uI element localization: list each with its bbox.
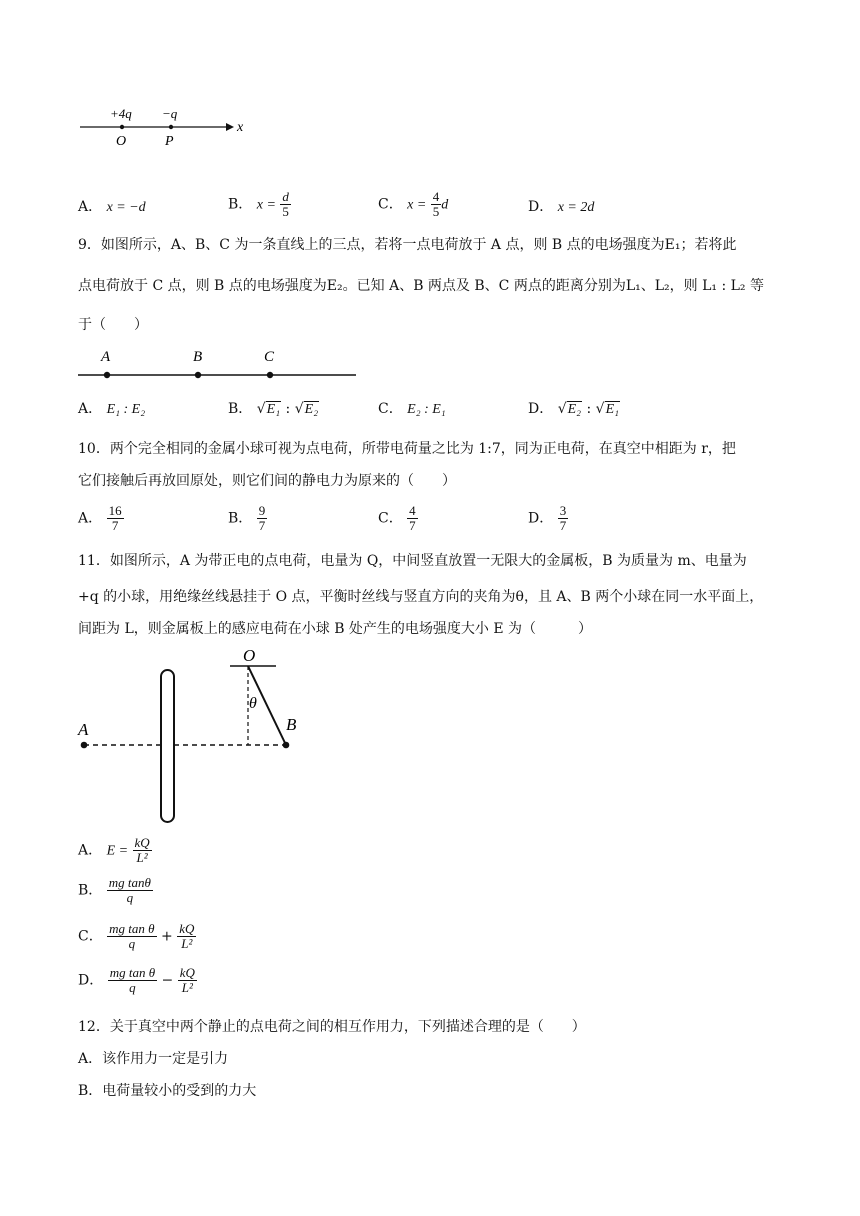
metal-plate [161, 670, 174, 822]
label-b: B [193, 349, 203, 365]
option-a-fraction: $\frac{kQ}{\text{L²}}$ [134, 835, 150, 865]
sqrt-sign: √ [294, 401, 304, 417]
ratio-colon: : [285, 401, 291, 417]
label-c: C [264, 349, 275, 365]
label-o: O [243, 646, 256, 665]
sqrt-sign: √ [557, 401, 567, 417]
option-letter: A． [78, 401, 103, 417]
q9-line-3: 于（ ） [78, 317, 148, 333]
q10-line-2: 它们接触后再放回原处，则它们间的静电力为原来的（ ） [78, 473, 456, 489]
q8-option-d [528, 198, 594, 217]
q11-line-2: +q 的小球，用绝缘丝线悬挂于 O 点，平衡时丝线与竖直方向的夹角为θ，且 A、B 两个小球在同一水平面上， [78, 589, 764, 605]
ratio-colon: : [586, 401, 592, 417]
option-d-operator: − [161, 972, 174, 989]
charge-label-minusq: −q [162, 106, 178, 121]
q9-line-1: 9．如图所示，A、B、C 为一条直线上的三点，若将一点电荷放于 A 点，则 B 点的电场强度为E₁；若将此 [78, 237, 737, 253]
sqrt-sign: √ [595, 401, 605, 417]
option-letter: B． [78, 882, 103, 899]
option-letter: C． [378, 401, 403, 417]
option-letter: B． [228, 510, 253, 527]
option-letter: D． [528, 401, 554, 417]
label-theta: θ [249, 695, 257, 712]
q9-option-b [228, 400, 319, 419]
sqrt-e1: E₁ [266, 402, 281, 417]
option-a-expr: E₁ : E₂ [106, 402, 146, 417]
q12-line-1: 12．关于真空中两个静止的点电荷之间的相互作用力，下列描述合理的是（ ） [78, 1019, 586, 1035]
point-a [81, 742, 88, 749]
q12-option-b: B．电荷量较小的受到的力大 [78, 1083, 257, 1099]
sqrt-e2: E₂ [567, 402, 582, 417]
q9-option-a [78, 400, 145, 419]
q9-line-2: 点电荷放于 C 点，则 B 点的电场强度为E₂。已知 A、B 两点及 B、C 两点的距离分别为L₁、L₂，则 L₁ : L₂ 等 [78, 278, 764, 294]
q8-option-a [78, 198, 146, 217]
option-c-pre: x = [407, 197, 427, 213]
q10-option-d [528, 504, 568, 533]
q8-option-c [378, 190, 448, 219]
sqrt-sign: √ [256, 401, 266, 417]
q9-option-d [528, 400, 620, 419]
option-d-fraction-2: $\frac{kQ}{\text{L²}}$ [179, 965, 195, 995]
option-b-pre: x = [256, 197, 276, 213]
q11-option-c [78, 922, 196, 951]
option-letter: C． [378, 196, 403, 213]
option-c-fraction: $\frac{4}{7}$ [409, 503, 416, 533]
point-label-o: O [116, 134, 127, 149]
axis-arrowhead [226, 123, 234, 131]
q9-option-c [378, 400, 446, 419]
option-d-fraction-1: $\frac{\text{mg tan θ}}{q}$ [109, 965, 156, 995]
option-letter: D． [528, 199, 554, 215]
sqrt-e1: E₁ [605, 402, 619, 417]
option-letter: C． [378, 510, 403, 527]
q12-option-a: A．该作用力一定是引力 [78, 1051, 229, 1067]
option-d-fraction: $\frac{3}{7}$ [559, 503, 567, 533]
q11-line-3: 间距为 L，则金属板上的感应电荷在小球 B 处产生的电场强度大小 E 为（ ） [78, 621, 593, 637]
q10-option-a [78, 504, 124, 533]
option-c-expr: E₂ : E₁ [407, 402, 446, 417]
option-b-fraction: $\frac{d}{5}$ [282, 189, 289, 219]
option-letter: B． [228, 401, 253, 417]
point-c [267, 372, 273, 378]
option-c-fraction-1: $\frac{\text{mg tan θ}}{q}$ [109, 921, 155, 951]
option-c-fraction-2: $\frac{kQ}{\text{L²}}$ [179, 921, 195, 951]
q10-line-1: 10．两个完全相同的金属小球可视为点电荷，所带电荷量之比为 1:7，同为正电荷，在真空中相距为 r，把 [78, 441, 736, 457]
charge-label-plus4q: +4q [110, 106, 132, 121]
option-letter: B． [228, 196, 253, 213]
q11-option-a [78, 836, 152, 865]
option-letter: A． [78, 842, 103, 859]
q8-option-b [228, 190, 291, 219]
label-b: B [286, 715, 297, 734]
option-c-operator: + [161, 928, 173, 945]
charge-point-o [120, 125, 124, 129]
q8-figure [76, 100, 256, 150]
q10-option-c [378, 504, 418, 533]
option-a-fraction: $\frac{16}{7}$ [108, 503, 122, 533]
q11-option-b [78, 876, 153, 905]
option-a-pre: E = [106, 843, 129, 859]
q11-line-1: 11．如图所示，A 为带正电的点电荷，电量为 Q，中间竖直放置一无限大的金属板，B 为质量为 m、电量为 [78, 553, 747, 569]
point-b [195, 372, 201, 378]
option-letter: A． [78, 199, 103, 215]
option-c-fraction: $\frac{4}{5}$ [432, 189, 440, 219]
sqrt-e2: E₂ [304, 402, 319, 417]
option-b-fraction: $\frac{9}{7}$ [258, 503, 266, 533]
option-letter: D． [528, 510, 554, 527]
option-letter: A． [78, 510, 103, 527]
option-d-expr: x = 2d [557, 200, 595, 215]
ball-b [283, 742, 290, 749]
option-a-expr: x = −d [106, 200, 146, 215]
q10-option-b [228, 504, 267, 533]
option-c-post: d [441, 197, 449, 213]
option-letter: C． [78, 928, 103, 945]
charge-point-p [169, 125, 173, 129]
option-letter: D． [78, 972, 104, 989]
q11-option-d [78, 966, 197, 995]
point-a [104, 372, 110, 378]
point-label-p: P [165, 134, 174, 149]
label-a: A [78, 720, 89, 739]
axis-label-x: x [237, 120, 244, 135]
option-b-fraction: $\frac{\text{mg tanθ}}{q}$ [108, 875, 151, 905]
label-a: A [101, 349, 111, 365]
q9-figure [76, 344, 361, 384]
q11-figure [72, 642, 312, 827]
